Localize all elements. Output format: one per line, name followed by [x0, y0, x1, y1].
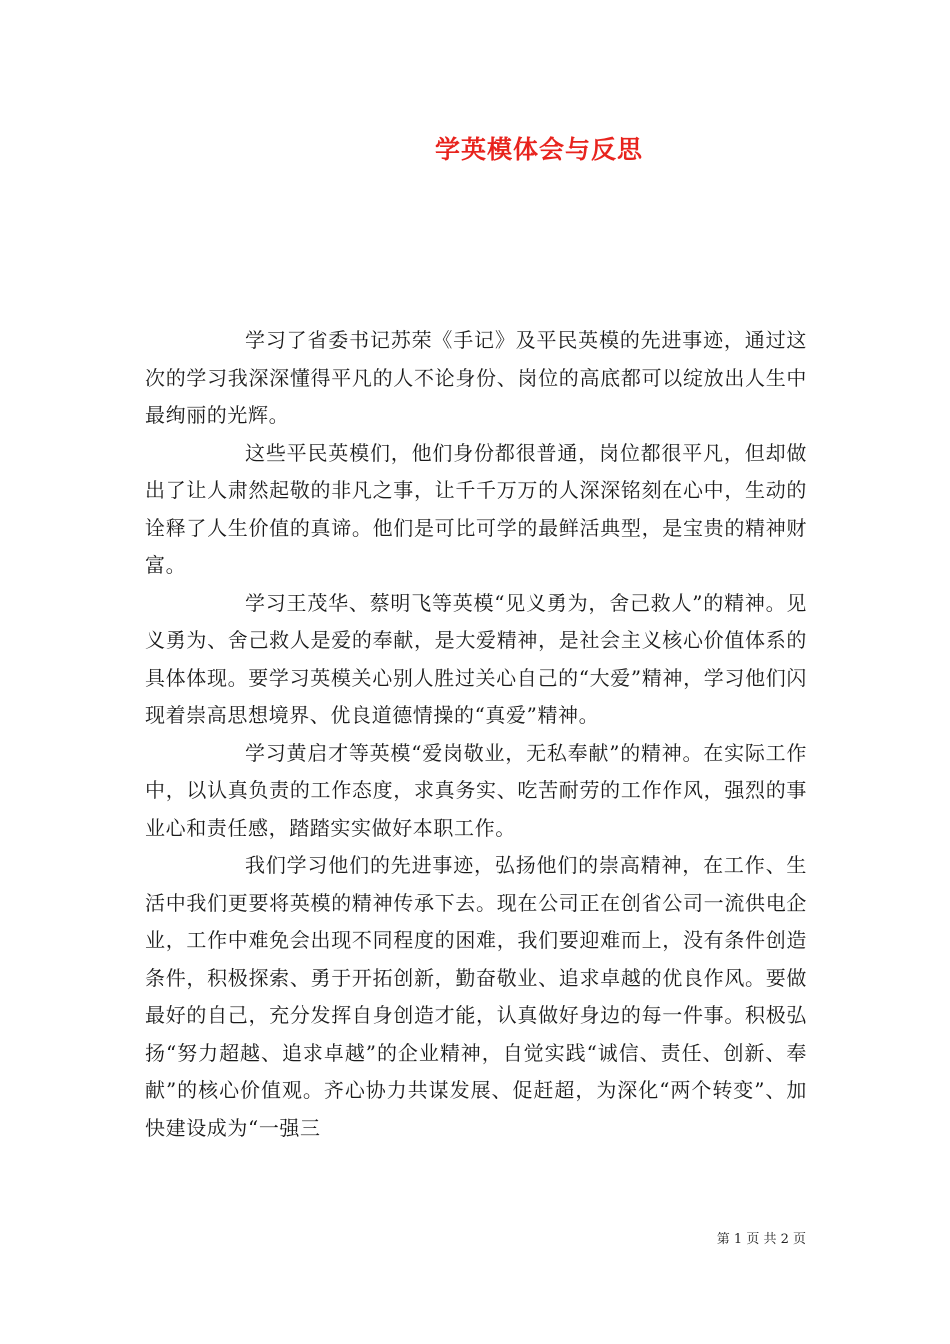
page-number: 第 1 页 共 2 页	[716, 1232, 806, 1247]
paragraph-2: 这些平民英模们，他们身份都很普通，岗位都很平凡，但却做出了让人肃然起敬的非凡之事，让千千万万的人深深铭刻在心中，生动的诠释了人生价值的真谛。他们是可比可学的最鲜活典型，是宝贵的精神财富。	[145, 440, 807, 577]
page-title: 学英模体会与反思	[434, 135, 643, 164]
paragraph-1: 学习了省委书记苏荣《手记》及平民英模的先进事迹，通过这次的学习我深深懂得平凡的人不论身份、岗位的高底都可以绽放出人生中最绚丽的光辉。	[145, 328, 807, 427]
paragraph-3: 学习王茂华、蔡明飞等英模“见义勇为，舍己救人”的精神。见义勇为、舍己救人是爱的奉献，是大爱精神，是社会主义核心价值体系的具体体现。要学习英模关心别人胜过关心自己的“大爱”精神，学习他们闪现着崇高思想境界、优良道德情操的“真爱”精神。	[145, 590, 807, 727]
paragraph-4: 学习黄启才等英模“爱岗敬业，无私奉献”的精神。在实际工作中，以认真负责的工作态度，求真务实、吃苦耐劳的工作作风，强烈的事业心和责任感，踏踏实实做好本职工作。	[145, 740, 807, 840]
paragraph-5: 我们学习他们的先进事迹，弘扬他们的崇高精神，在工作、生活中我们更要将英模的精神传承下去。现在公司正在创省公司一流供电企业，工作中难免会出现不同程度的困难，我们要迎难而上，没有条件创造条件，积极探索、勇于开拓创新，勤奋敬业、追求卓越的优良作风。要做最好的自己，充分发挥自身创造才能，认真做好身边的每一件事。积极弘扬“努力超越、追求卓越”的企业精神，自觉实践“诚信、责任、创新、奉献”的核心价值观。齐心协力共谋发展、促赶超，为深化“两个转变”、加快建设成为“一强三	[145, 853, 807, 1140]
document-body	[145, 322, 807, 1147]
